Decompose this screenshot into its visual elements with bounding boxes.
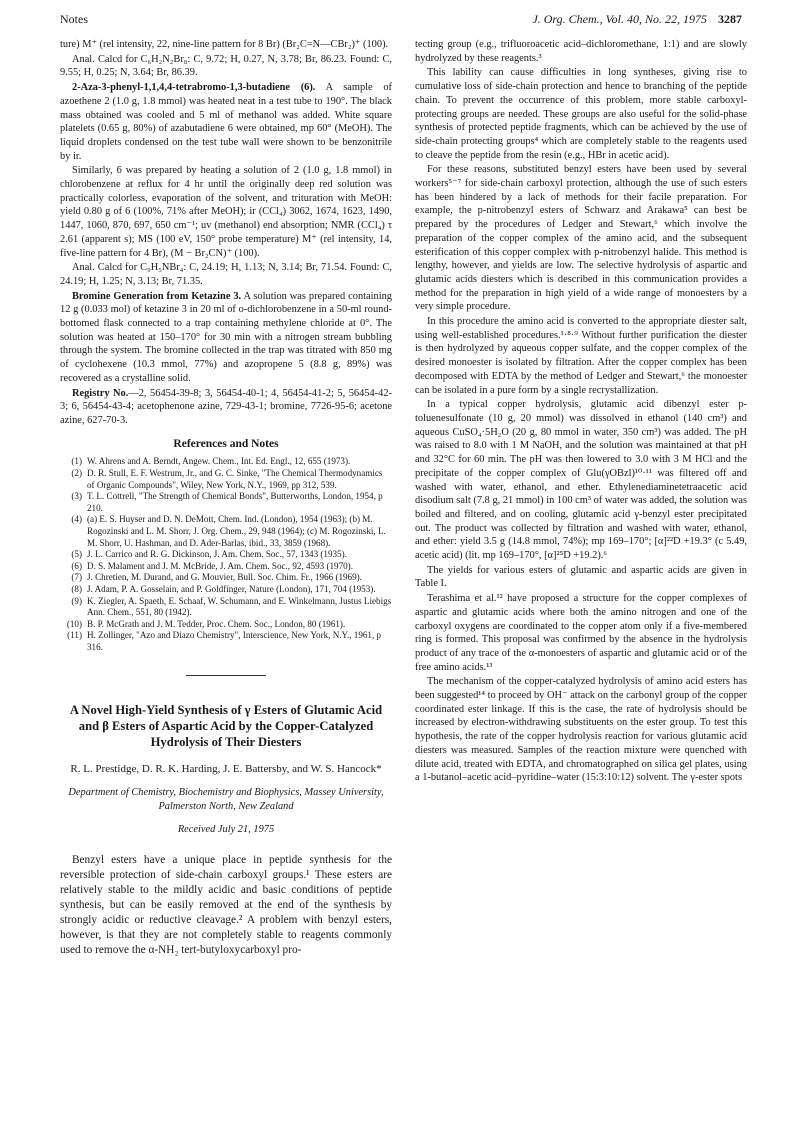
- reference-item: [60, 619, 392, 631]
- article-body: [60, 853, 392, 958]
- reference-text: J. Chretien, M. Durand, and G. Mouvier, Bull. Soc. Chim. Fr., 1966 (1969).: [87, 572, 362, 583]
- reference-text: H. Zollinger, "Azo and Diazo Chemistry", Interscience, New York, N.Y., 1961, p 316.: [87, 630, 382, 652]
- compound-6-body: A sample of azoethene 2 (1.0 g, 1.8 mmol) was heated neat in a test tube to 190°. The black mass obtained was cooled and 5 ml of methanol was added. White square platelets (0.65 g, 80%) of azabutadiene 6 were obtained, mp 60° (MeOH). The liquid droplets condensed on the test tube wall were shown to be benzonitrile by ir.: [60, 82, 393, 162]
- references-list: [60, 456, 392, 653]
- left-column: [60, 38, 392, 958]
- article-title: A Novel High-Yield Synthesis of γ Esters of Glutamic Acid and β Esters of Aspartic Acid by the Copper-Catalyzed Hydrolysis of Their Diesters: [69, 703, 383, 750]
- reference-number: (4): [71, 514, 82, 525]
- ms-tail-paragraph: ture) M⁺ (rel intensity, 22, nine-line pattern for 8 Br) (Br₂C=N—CBr₂)⁺ (100).: [60, 39, 389, 50]
- reference-number: (10): [66, 618, 82, 629]
- article-divider: [186, 675, 266, 676]
- bromine-paragraph: [60, 290, 392, 386]
- registry-paragraph: [60, 387, 392, 428]
- reference-item: [60, 549, 392, 561]
- bromine-body: A solution was prepared containing 12 g (0.033 mol) of ketazine 3 in 20 ml of o-dichlorobenzene in a 50-ml round-bottomed flask connected to a trap containing methylene chloride at 0°. The solution was heated at 150–170° for 30 min with a nitrogen stream bubbling through the system. The bromine collected in the trap was titrated with 850 mg of cyclohexene (10.3 mmol, 77%) and azopropene 5 (8.8 g, 89%) was recovered as a crystalline solid.: [60, 290, 393, 384]
- reference-number: (3): [71, 491, 82, 502]
- reference-text: J. L. Carrico and R. G. Dickinson, J. Am. Chem. Soc., 57, 1343 (1935).: [87, 549, 347, 560]
- body-paragraph: In a typical copper hydrolysis, glutamic acid dibenzyl ester p-toluenesulfonate (10 g, 20 mmol) was dissolved in ethanol (140 cm³) and aqueous CuSO₄·5H₂O (20 g, 80 mmol in water, 350 cm³) was added. The pH was raised to 8.0 with 1 M NaOH, and the solution was maintained at that pH and 32°C for 60 min. The pH was then lowered to 3.0 with 3 M HCl and the precipitate of the copper complex of Glu(γOBzl)¹⁰·¹¹ was filtered off and washed with water, ethanol, and ether. Ethylenediaminetetraacetic acid disodium salt (7.8 g, 21 mmol) in 100 cm³ of water was added, the solution was boiled and filtered, and on cooling, glutamic acid γ-benzyl ester precipitated out. The product was collected by filtration and washed with water, ethanol, and ether: yield 3.5 g (14.8 mmol, 74%); mp 169–170°; [α]²²D +19.3° (c 5.49, acetic acid) (lit. mp 169–170°, [α]²⁵D +19.2).⁶: [415, 399, 747, 562]
- reference-item: [60, 468, 392, 491]
- reference-text: (a) E. S. Huyser and D. N. DeMott, Chem. Ind. (London), 1954 (1963); (b) M. Rogozinski and L. M. Shorr, J. Org. Chem., 29, 948 (1964); (c) M. Rogozinski, L. M. Shorr, U. Hashman, and D. Ader-Barlas, ibid., 33, 3859 (1968).: [87, 514, 386, 548]
- reference-text: W. Ahrens and A. Berndt, Angew. Chem., Int. Ed. Engl., 12, 655 (1973).: [87, 456, 351, 467]
- body-paragraph: The mechanism of the copper-catalyzed hydrolysis of amino acid esters has been suggested¹⁴ to proceed by OH⁻ attack on the carbonyl group of the copper coordinated ester linkage. If this is the case, the rate of hydrolysis should be increased by electron-withdrawing substituents on the ester group. To test this hypothesis, the rate of the copper hydrolysis reaction for various glutamic acid diesters was measured. Samples of the reaction mixture were quenched with dilute acid, treated with EDTA, and chromatographed on silica gel plates, using a 1-butanol–acetic acid–pyridine–water (15:3:10:12) solvent. The γ-ester spots: [415, 676, 747, 784]
- reference-number: (8): [71, 583, 82, 594]
- reference-text: J. Adam, P. A. Gosselain, and P. Goldfinger, Nature (London), 171, 704 (1953).: [87, 583, 376, 594]
- body-paragraph: In this procedure the amino acid is converted to the appropriate diester salt, using well-established procedures.¹·⁸·⁹ Without further purification the diester is then hydrolyzed by aqueous copper sulfate, and the copper complex of the desired monoester is isolated by filtration. After the copper complex has been decomposed with EDTA by the method of Ledger and Stewart,⁶ the monoester can be isolated in a pure form by a single recrystallization.: [415, 316, 747, 396]
- reference-item: [60, 572, 392, 584]
- reference-item: [60, 596, 392, 619]
- reference-text: T. L. Cottrell, "The Strength of Chemical Bonds", Butterworths, London, 1954, p 210.: [87, 491, 383, 513]
- analysis-paragraph-1: Anal. Calcd for C₆H₂N₂Br₈: C, 9.72; H, 0.27, N, 3.78; Br, 86.23. Found: C, 9.55; H, 0.25; N, 3.64; Br, 86.39.: [60, 53, 392, 79]
- reference-number: (9): [71, 595, 82, 606]
- reference-item: [60, 561, 392, 573]
- registry-heading: Registry No.: [72, 387, 129, 399]
- reference-number: (1): [71, 456, 82, 467]
- article-affiliation: Department of Chemistry, Biochemistry and Biophysics, Massey University, Palmerston North, New Zealand: [68, 787, 384, 812]
- reference-number: (6): [71, 560, 82, 571]
- reference-number: (5): [71, 549, 82, 560]
- body-paragraph: tecting group (e.g., trifluoroacetic acid–dichloromethane, 1:1) and are slowly hydrolyzed by these reagents.³: [415, 39, 747, 64]
- reference-text: K. Ziegler, A. Spaeth, E. Schaaf, W. Schumann, and E. Winkelmann, Justus Liebigs Ann. Chem., 551, 80 (1942).: [87, 595, 392, 618]
- running-header: [532, 12, 742, 27]
- reference-text: D. R. Stull, E. F. Westrum, Jr., and G. C. Sinke, "The Chemical Thermodynamics of Organic Compounds", Wiley, New York, N.Y., 1969, pp 312, 539.: [87, 467, 383, 490]
- reference-item: [60, 584, 392, 596]
- compound-6-heading: 2-Aza-3-phenyl-1,1,4,4-tetrabromo-1,3-butadiene (6).: [72, 82, 316, 94]
- body-paragraph: For these reasons, substituted benzyl esters have been used by several workers⁵⁻⁷ for side-chain carboxyl protection, although the use of such esters has been hindered by a lack of methods for their facile preparation. For example, the p-nitrobenzyl esters of Schwarz and Arakawa⁵ can best be prepared by the procedures of Ledger and Stewart,⁶ which involve the preparation of the copper complex of the amino acid, and the subsequent esterification of this copper complex with p-nitrobenzyl halide. This method is lengthy, however, and yields are low. The selective hydrolysis of aspartic and glutamic acids diesters which is described in this communication provides a method for the preparation in high yield of a wide range of monoesters by a very simple procedure.: [415, 164, 747, 313]
- bromine-heading: Bromine Generation from Ketazine 3.: [72, 290, 242, 302]
- section-label: Notes: [60, 12, 88, 26]
- compound-6-paragraph: [60, 81, 392, 163]
- article-received-date: Received July 21, 1975: [177, 824, 275, 836]
- registry-body: —2, 56454-39-8; 3, 56454-40-1; 4, 56454-41-2; 5, 56454-42-3; 6, 56454-43-4; acetophenone azine, 729-43-1; bromine, 7726-95-6; acetone azine, 627-70-3.: [60, 387, 392, 426]
- references-title: References and Notes: [173, 437, 279, 450]
- reference-number: (11): [67, 630, 82, 641]
- similarly-paragraph: Similarly, 6 was prepared by heating a solution of 2 (1.0 g, 1.8 mmol) in chlorobenzene at reflux for 4 hr until the originally deep red solution was practically colorless, evaporation of the solvent, and trituration with MeOH: yield 0.80 g of 6 (100%, 71% after MeOH); ir (CCl₄) 3062, 1674, 1623, 1490, 1447, 1060, 870, 697, 650 cm⁻¹; uv (methanol) end absorption; NMR (CCl₄) τ 2.61 (apparent s); MS (100 eV, 150° probe temperature) M⁺ (rel intensity, 14, five-line pattern for 4 Br), (M − Br₂CN)⁺ (100).: [60, 165, 392, 259]
- page-number: 3287: [718, 12, 742, 26]
- reference-item: [60, 514, 392, 549]
- reference-number: (7): [71, 572, 82, 583]
- article-intro-paragraph: Benzyl esters have a unique place in peptide synthesis for the reversible protection of side-chain carboxyl groups.¹ These esters are relatively stable to the mildly acidic and basic conditions of peptide synthesis, but can be easily removed at the end of the synthesis by strongly acidic or reductive cleavage.² A problem with benzyl esters, however, is that they are not completely stable to reagents commonly used to remove the α-NH₂ tert-butyloxycarboxyl pro-: [60, 854, 392, 957]
- article-authors: R. L. Prestidge, D. R. K. Harding, J. E. Battersby, and W. S. Hancock*: [70, 763, 382, 776]
- body-paragraph: The yields for various esters of glutamic and aspartic acids are given in Table I.: [415, 564, 747, 590]
- reference-item: [60, 491, 392, 514]
- reference-item: [60, 630, 392, 653]
- body-paragraph: Terashima et al.¹² have proposed a structure for the copper complexes of aspartic and glutamic acids where both the amino nitrogen and one of the carboxyl oxygens are coordinated to the copper atom only if a five-membered ring is formed. This proposal was confirmed by the absence in the hydrolysis product of any trace of the α-monoesters of aspartic and glutamic acid or of the free amino acids.¹³: [415, 593, 747, 673]
- body-paragraph: This lability can cause difficulties in long syntheses, giving rise to cumulative loss of side-chain protection and hence to branching of the peptide chain. To prevent the occurrence of this problem, more stable carboxyl-protecting groups are needed. These groups are also useful for the solid-phase synthesis of protected peptide fragments, which can be achieved by the use of side-chain protecting groups⁴ which are completely stable to the reagents used to cleave the peptide from the resin (e.g., HBr in acetic acid).: [415, 67, 747, 161]
- journal-citation: J. Org. Chem., Vol. 40, No. 22, 1975: [532, 12, 707, 26]
- reference-text: D. S. Malament and J. M. McBride, J. Am. Chem. Soc., 92, 4593 (1970).: [87, 560, 353, 571]
- right-column: [415, 38, 747, 785]
- reference-item: [60, 456, 392, 468]
- reference-text: B. P. McGrath and J. M. Tedder, Proc. Chem. Soc., London, 80 (1961).: [87, 618, 346, 629]
- analysis-paragraph-2: Anal. Calcd for C₉H₅NBr₄: C, 24.19; H, 1.13; N, 3.14; Br, 71.54. Found: C, 24.19; H, 1.25; N, 3.13; Br, 71.35.: [60, 262, 392, 287]
- reference-number: (2): [71, 467, 82, 478]
